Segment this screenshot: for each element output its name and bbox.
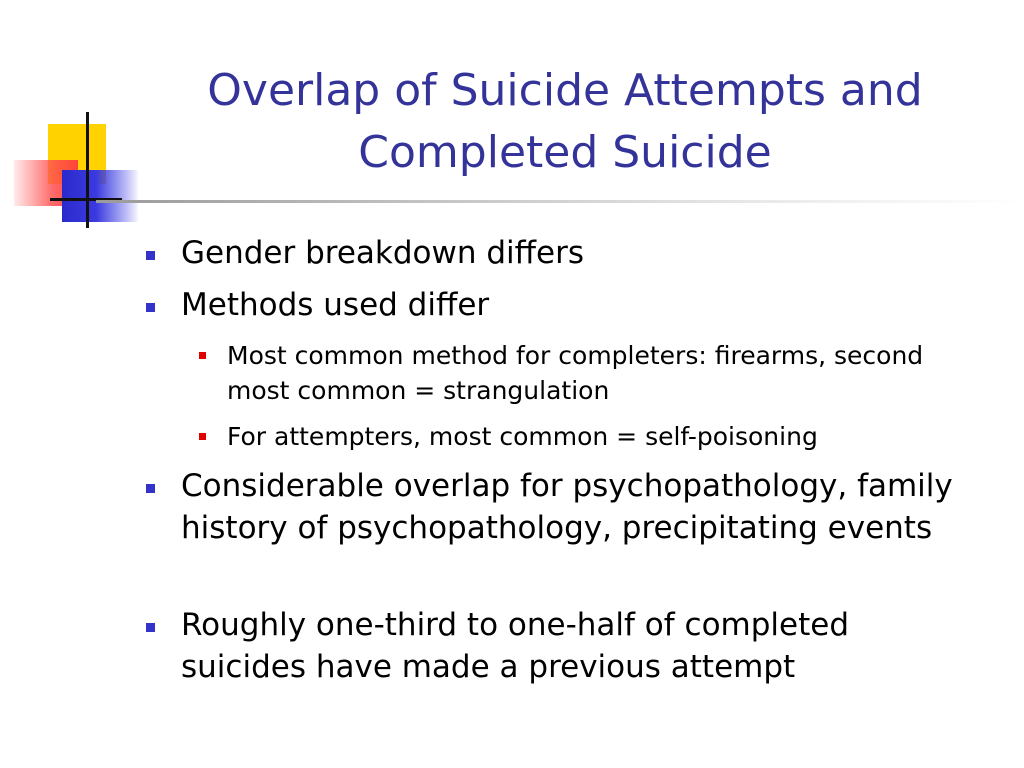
blue-square-bullet-icon (146, 303, 155, 312)
bullet-text: Methods used differ (181, 287, 490, 323)
blue-block (62, 170, 138, 222)
blue-square-bullet-icon (146, 484, 155, 493)
blue-square-bullet-icon (146, 251, 155, 260)
red-square-bullet-icon (199, 352, 206, 359)
sub-bullet-text: For attempters, most common = self-poisoning (227, 422, 818, 451)
slide-title: Overlap of Suicide Attempts and Completed Suicide (207, 65, 923, 178)
red-square-bullet-icon (199, 433, 206, 440)
logo-vertical-line (86, 112, 89, 228)
bullet-item (181, 604, 981, 688)
bullet-text: Roughly one-third to one-half of completed suicides have made a previous attempt (181, 607, 849, 685)
bullet-text: Gender breakdown differs (181, 235, 584, 271)
sub-bullet-item (227, 419, 987, 454)
blue-square-bullet-icon (146, 623, 155, 632)
bullet-item (181, 284, 981, 326)
bullet-text: Considerable overlap for psychopathology, family history of psychopathology, precipitating events (181, 468, 953, 546)
sub-bullet-item (227, 338, 987, 408)
bullet-item (181, 232, 981, 274)
title-divider (96, 200, 1024, 203)
sub-bullet-text: Most common method for completers: firearms, second most common = strangulation (227, 341, 924, 405)
bullet-item (181, 465, 981, 549)
